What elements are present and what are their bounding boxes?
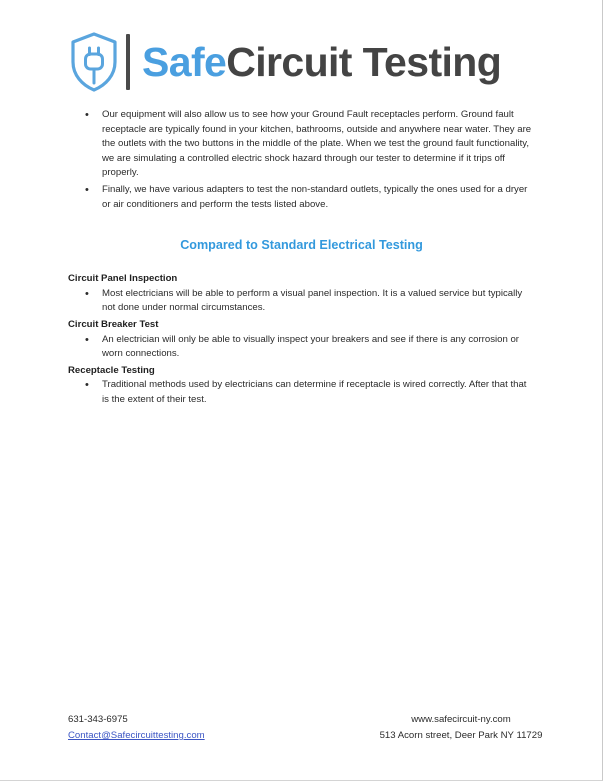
document-footer (0, 712, 603, 758)
website-url: www.safecircuit-ny.com (411, 714, 511, 725)
wordmark-circuit-testing: Circuit Testing (226, 38, 502, 85)
footer-address-block (330, 712, 592, 744)
section-bullet-list (0, 378, 603, 407)
spacer (0, 214, 603, 238)
list-item: • Traditional methods used by electricians can determine if receptacle is wired correctly. After that that is the extent of their test. (0, 378, 603, 407)
document-header (68, 24, 538, 100)
phone-number: 631-343-6975 (68, 714, 128, 725)
section-circuit-panel-inspection (0, 272, 603, 316)
footer-contact-block (68, 712, 205, 744)
intro-bullet-list (0, 108, 603, 212)
shield-plug-icon (68, 31, 120, 93)
section-circuit-breaker-test (0, 318, 603, 362)
logo-divider (126, 34, 130, 90)
street-address: 513 Acorn street, Deer Park NY 11729 (379, 730, 543, 741)
wordmark-safe: Safe (142, 38, 227, 85)
section-heading: Circuit Breaker Test (68, 318, 159, 330)
spacer (0, 252, 603, 272)
section-heading: Receptacle Testing (68, 364, 155, 376)
email-link[interactable]: Contact@Safecircuittesting.com (68, 730, 205, 741)
list-item: • An electrician will only be able to visually inspect your breakers and see if there is any corrosion or worn connections. (0, 333, 603, 362)
list-item: • Most electricians will be able to perform a visual panel inspection. It is a valued service but typically not done under normal circumstances. (0, 287, 603, 316)
list-item: • Finally, we have various adapters to test the non-standard outlets, typically the ones used for a dryer or air conditioners and perform the tests listed above. (0, 183, 603, 212)
list-item: • Our equipment will also allow us to see how your Ground Fault receptacles perform. Ground fault receptacle are typically found in your kitchen, bathrooms, outside and anywhere near water. They are the outlets with the two buttons in the middle of the plate. When we test the ground fault functionality, we are simulating a controlled electric shock hazard through our tester to determine if it trips off properly. (0, 108, 603, 181)
section-heading: Circuit Panel Inspection (68, 273, 178, 285)
document-body (0, 108, 603, 410)
section-bullet-list (0, 287, 603, 316)
brand-wordmark (142, 38, 502, 85)
section-bullet-list (0, 333, 603, 362)
page-title: Compared to Standard Electrical Testing (180, 238, 423, 253)
section-receptacle-testing (0, 364, 603, 408)
